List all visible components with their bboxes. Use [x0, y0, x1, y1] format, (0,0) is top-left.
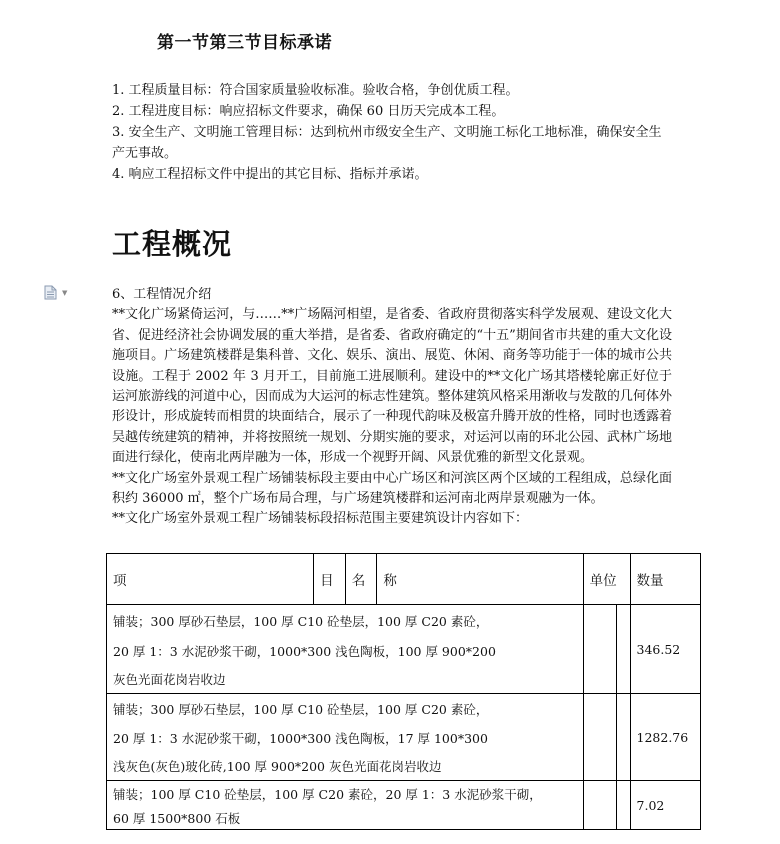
goal-item: 4. 响应工程招标文件中提出的其它目标、指标并承诺。	[112, 167, 428, 182]
unit-cell-split	[617, 605, 630, 694]
unit-cell	[583, 781, 617, 830]
item-line: 铺装；100 厚 C10 砼垫层，100 厚 C20 素砼，20 厚 1：3 水泥砂浆干砌，	[113, 787, 542, 802]
header-cell: 单位	[583, 554, 630, 605]
page-heading: 工程概况	[112, 227, 233, 261]
paragraph: **文化广场紧倚运河，与……**广场隔河相望，是省委、省政府贯彻落实科学发展观、建设文化大省、促进经济社会协调发展的重大举措，是省委、省政府确定的“十五”期间省市共建的重大文化设施项目。广场建筑楼群是集科普、文化、娱乐、演出、展览、休闲、商务等功能于一体的城市公共设施。工程于 2002 年 3 月开工，目前施工进展顺利。建设中的**文化广场其塔楼轮廓正好位于运河旅游线的河道中心，因而成为大运河的标志性建筑。整体建筑风格采用渐收与发散的几何体外形设计，形成旋转而相贯的块面结合，展示了一种现代韵味及极富升腾开放的性格，同时也透露着吴越传统建筑的精神，并将按照统一规划、分期实施的要求，对运河以南的环北公园、武林广场地面进行绿化，使南北两岸融为一体，形成一个视野开阔、风景优雅的新型文化景观。	[112, 307, 672, 466]
table-row	[107, 694, 701, 781]
goal-item: 3. 安全生产、文明施工管理目标：达到杭州市级安全生产、文明施工标化工地标准，确保安全生产无事故。	[112, 125, 662, 161]
quantity-cell: 7.02	[630, 781, 700, 830]
quantity-cell: 1282.76	[630, 694, 700, 781]
table-header-row	[107, 554, 701, 605]
header-cell: 项	[107, 554, 314, 605]
header-cell: 名	[345, 554, 377, 605]
unit-cell-split	[617, 694, 630, 781]
section-title: 第一节第三节目标承诺	[157, 33, 332, 53]
unit-cell	[583, 605, 617, 694]
unit-cell	[583, 694, 617, 781]
item-line: 浅灰色(灰色)玻化砖,100 厚 900*200 灰色光面花岗岩收边	[113, 759, 442, 774]
quantity-cell: 346.52	[630, 605, 700, 694]
item-line: 60 厚 1500*800 石板	[113, 811, 241, 826]
header-cell: 数量	[630, 554, 700, 605]
goal-item: 1. 工程质量目标：符合国家质量验收标准。验收合格，争创优质工程。	[112, 83, 519, 98]
overview-body	[112, 285, 672, 530]
item-line: 灰色光面花岗岩收边	[113, 672, 226, 687]
item-line: 铺装；300 厚砂石垫层，100 厚 C10 砼垫层，100 厚 C20 素砼，	[113, 614, 489, 629]
item-cell	[107, 605, 584, 694]
subheading: 6、工程情况介绍	[112, 287, 212, 302]
document-icon[interactable]	[44, 285, 57, 300]
paragraph: **文化广场室外景观工程广场铺装标段招标范围主要建筑设计内容如下：	[112, 511, 529, 527]
chevron-down-icon[interactable]: ▼	[62, 289, 68, 297]
header-cell: 目	[314, 554, 346, 605]
table-row	[107, 781, 701, 830]
item-line: 铺装；300 厚砂石垫层，100 厚 C10 砼垫层，100 厚 C20 素砼，	[113, 702, 489, 717]
item-line: 20 厚 1：3 水泥砂浆干砌，1000*300 浅色陶板，100 厚 900*200	[113, 644, 496, 659]
header-cell: 称	[377, 554, 583, 605]
item-cell	[107, 694, 584, 781]
item-cell	[107, 781, 584, 830]
item-line: 20 厚 1：3 水泥砂浆干砌，1000*300 浅色陶板，17 厚 100*300	[113, 731, 488, 746]
goals-list	[112, 80, 672, 185]
unit-cell-split	[617, 781, 630, 830]
goal-item: 2. 工程进度目标：响应招标文件要求，确保 60 日历天完成本工程。	[112, 104, 505, 119]
table-row	[107, 605, 701, 694]
specs-table	[106, 553, 701, 830]
paragraph: **文化广场室外景观工程广场铺装标段主要由中心广场区和河滨区两个区域的工程组成，总绿化面积约 36000 ㎡，整个广场布局合理，与广场建筑楼群和运河南北两岸景观融为一体。	[112, 470, 672, 507]
